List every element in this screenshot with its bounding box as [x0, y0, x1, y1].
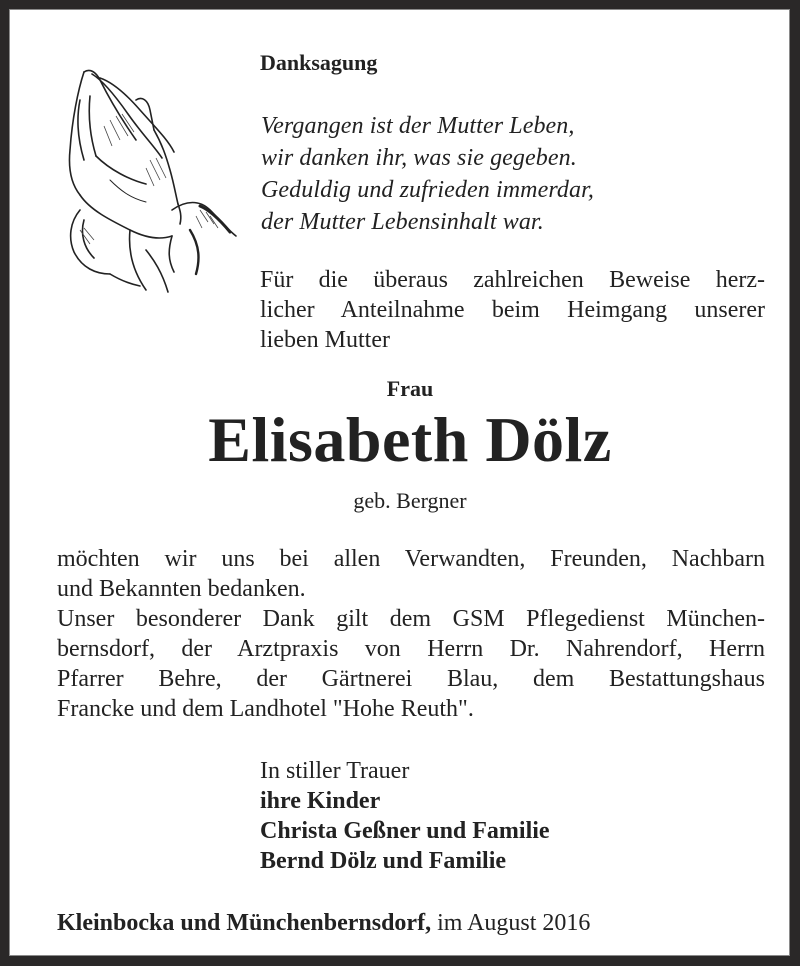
family-line: Bernd Dölz und Familie — [260, 848, 507, 874]
family-line: Christa Geßner und Familie — [260, 818, 550, 844]
footer-place-date — [57, 910, 590, 937]
body-line: Unser besonderer Dank gilt dem GSM Pflegedienst München- — [57, 606, 765, 632]
body-line: möchten wir uns bei allen Verwandten, Freunden, Nachbarn — [57, 546, 765, 572]
footer-place: Kleinbocka und Münchenbernsdorf, — [57, 910, 432, 936]
heading-danksagung: Danksagung — [260, 50, 378, 75]
poem-line: wir danken ihr, was sie gegeben. — [261, 145, 577, 171]
thanks-paragraph — [57, 544, 765, 724]
birth-name: geb. Bergner — [353, 488, 467, 513]
deceased-name: Elisabeth Dölz — [208, 404, 612, 475]
title-frau: Frau — [386, 376, 434, 401]
poem — [261, 110, 594, 238]
body-line: bernsdorf, der Arztpraxis von Herrn Dr. Nahrendorf, Herrn — [57, 636, 765, 662]
signature-block — [260, 756, 550, 876]
body-line: Francke und dem Landhotel "Hohe Reuth". — [57, 696, 474, 722]
body-line: und Bekannten bedanken. — [57, 576, 306, 602]
intro-line: Für die überaus zahlreichen Beweise herz- — [260, 267, 765, 293]
obituary-card — [9, 9, 790, 956]
intro-line: licher Anteilnahme beim Heimgang unserer — [260, 297, 765, 323]
intro-paragraph — [260, 265, 765, 355]
praying-hands-icon — [50, 60, 240, 300]
poem-line: Geduldig und zufrieden immerdar, — [261, 177, 594, 203]
footer-date: im August 2016 — [431, 910, 591, 936]
children-label: ihre Kinder — [260, 788, 381, 814]
body-line: Pfarrer Behre, der Gärtnerei Blau, dem Bestattungshaus — [57, 666, 765, 692]
poem-line: Vergangen ist der Mutter Leben, — [261, 113, 575, 139]
poem-line: der Mutter Lebensinhalt war. — [261, 209, 544, 235]
intro-line: lieben Mutter — [260, 327, 390, 353]
mourning-line: In stiller Trauer — [260, 758, 410, 784]
